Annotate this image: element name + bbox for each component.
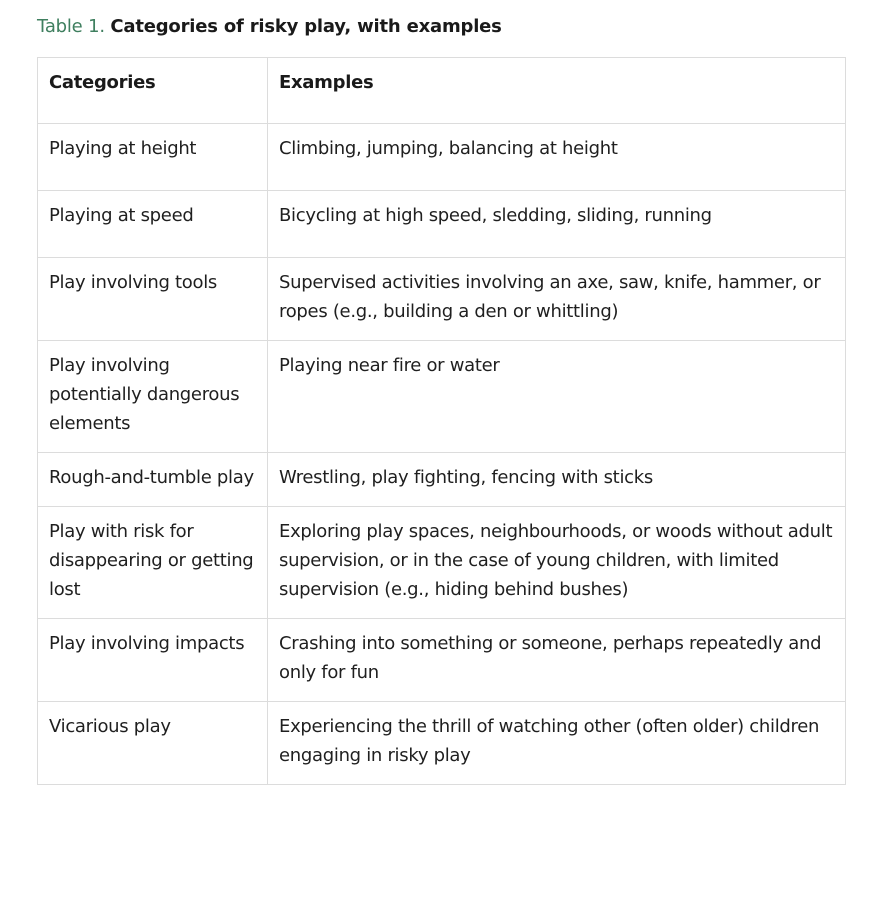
table-row [38,702,846,785]
example-cell: Supervised activities involving an axe, saw, knife, hammer, or ropes (e.g., building a den or whittling) [268,258,846,341]
category-cell: Playing at speed [38,191,268,258]
example-cell: Playing near fire or water [268,341,846,453]
example-cell: Exploring play spaces, neighbourhoods, or woods without adult supervision, or in the case of young children, with limited supervision (e.g., hiding behind bushes) [268,507,846,619]
example-cell: Wrestling, play fighting, fencing with sticks [268,453,846,507]
category-cell: Play with risk for disappearing or getting lost [38,507,268,619]
category-cell: Play involving tools [38,258,268,341]
example-cell: Climbing, jumping, balancing at height [268,124,846,191]
example-cell: Crashing into something or someone, perhaps repeatedly and only for fun [268,619,846,702]
table-caption-title: Categories of risky play, with examples [110,16,502,37]
table-row [38,341,846,453]
category-cell: Play involving impacts [38,619,268,702]
table-row [38,258,846,341]
table-row [38,619,846,702]
table-caption [37,14,881,40]
table-row [38,124,846,191]
category-cell: Play involving potentially dangerous elements [38,341,268,453]
column-header-categories: Categories [38,58,268,124]
table-row [38,191,846,258]
table-caption-label: Table 1. [37,16,105,37]
table-row [38,453,846,507]
category-cell: Playing at height [38,124,268,191]
category-cell: Rough-and-tumble play [38,453,268,507]
table-header-row [38,58,846,124]
table-row [38,507,846,619]
column-header-examples: Examples [268,58,846,124]
risky-play-table [37,57,846,785]
category-cell: Vicarious play [38,702,268,785]
example-cell: Bicycling at high speed, sledding, sliding, running [268,191,846,258]
example-cell: Experiencing the thrill of watching other (often older) children engaging in risky play [268,702,846,785]
